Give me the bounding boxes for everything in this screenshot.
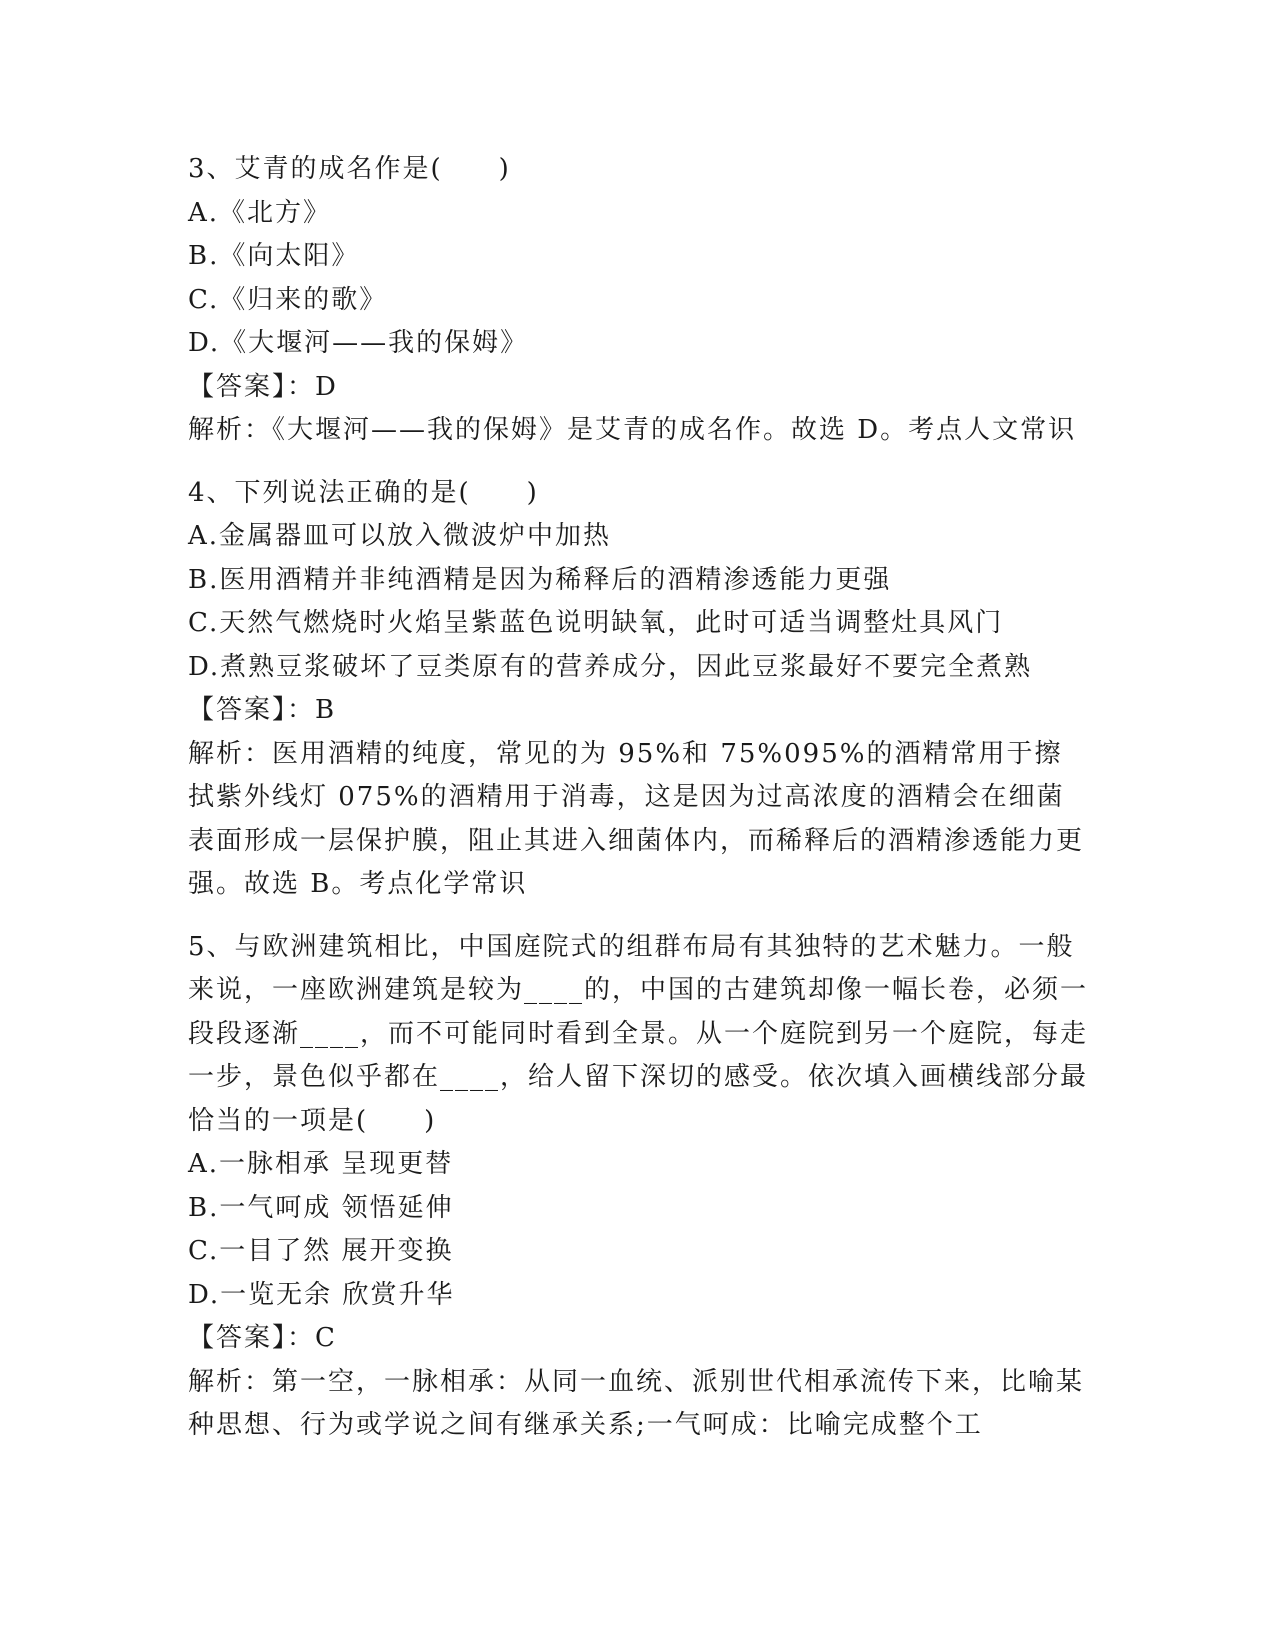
answer: 【答案】：B [188, 695, 337, 725]
option-c: C.天然气燃烧时火焰呈紫蓝色说明缺氧，此时可适当调整灶具风门 [188, 608, 1004, 638]
option-b: B.《向太阳》 [188, 241, 360, 271]
option-c: C.《归来的歌》 [188, 284, 388, 315]
analysis: 解析：第一空，一脉相承：从同一血统、派别世代相承流传下来，比喻某种思想、行为或学说之间有继承关系;一气呵成：比喻完成整个工 [188, 1366, 1085, 1440]
option-a: A.《北方》 [188, 197, 332, 228]
answer: 【答案】：C [188, 1323, 337, 1353]
analysis: 解析：《大堰河——我的保姆》是艾青的成名作。故选 D。考点人文常识 [188, 415, 1077, 445]
option-b: B.一气呵成 领悟延伸 [188, 1192, 454, 1223]
analysis: 解析：医用酒精的纯度，常见的为 95%和 75%095%的酒精常用于擦拭紫外线灯 075%的酒精用于消毒，这是因为过高浓度的酒精会在细菌表面形成一层保护膜，阻止其进入细菌体内，而稀释后的酒精渗透能力更强。故选 B。考点化学常识 [188, 738, 1085, 899]
option-b: B.医用酒精并非纯酒精是因为稀释后的酒精渗透能力更强 [188, 564, 892, 595]
option-a: A.金属器皿可以放入微波炉中加热 [188, 521, 612, 551]
option-a: A.一脉相承 呈现更替 [188, 1149, 454, 1179]
question-stem: 3、艾青的成名作是( ) [188, 154, 511, 184]
document-page [188, 148, 1088, 1467]
question-5 [188, 926, 1088, 1448]
question-stem: 5、与欧洲建筑相比，中国庭院式的组群布局有其独特的艺术魅力。一般来说，一座欧洲建筑是较为____的，中国的古建筑却像一幅长卷，必须一段段逐渐____，而不可能同时看到全景。从一个庭院到另一个庭院，每走一步，景色似乎都在____，给人留下深切的感受。依次填入画横线部分最恰当的一项是( ) [188, 931, 1089, 1136]
option-d: D.一览无余 欣赏升华 [188, 1279, 455, 1310]
option-d: D.《大堰河——我的保姆》 [188, 328, 529, 358]
answer: 【答案】：D [188, 371, 338, 402]
question-4 [188, 472, 1088, 907]
question-3 [188, 148, 1088, 453]
option-c: C.一目了然 展开变换 [188, 1236, 454, 1266]
option-d: D.煮熟豆浆破坏了豆类原有的营养成分，因此豆浆最好不要完全煮熟 [188, 651, 1033, 682]
question-stem: 4、下列说法正确的是( ) [188, 477, 539, 508]
